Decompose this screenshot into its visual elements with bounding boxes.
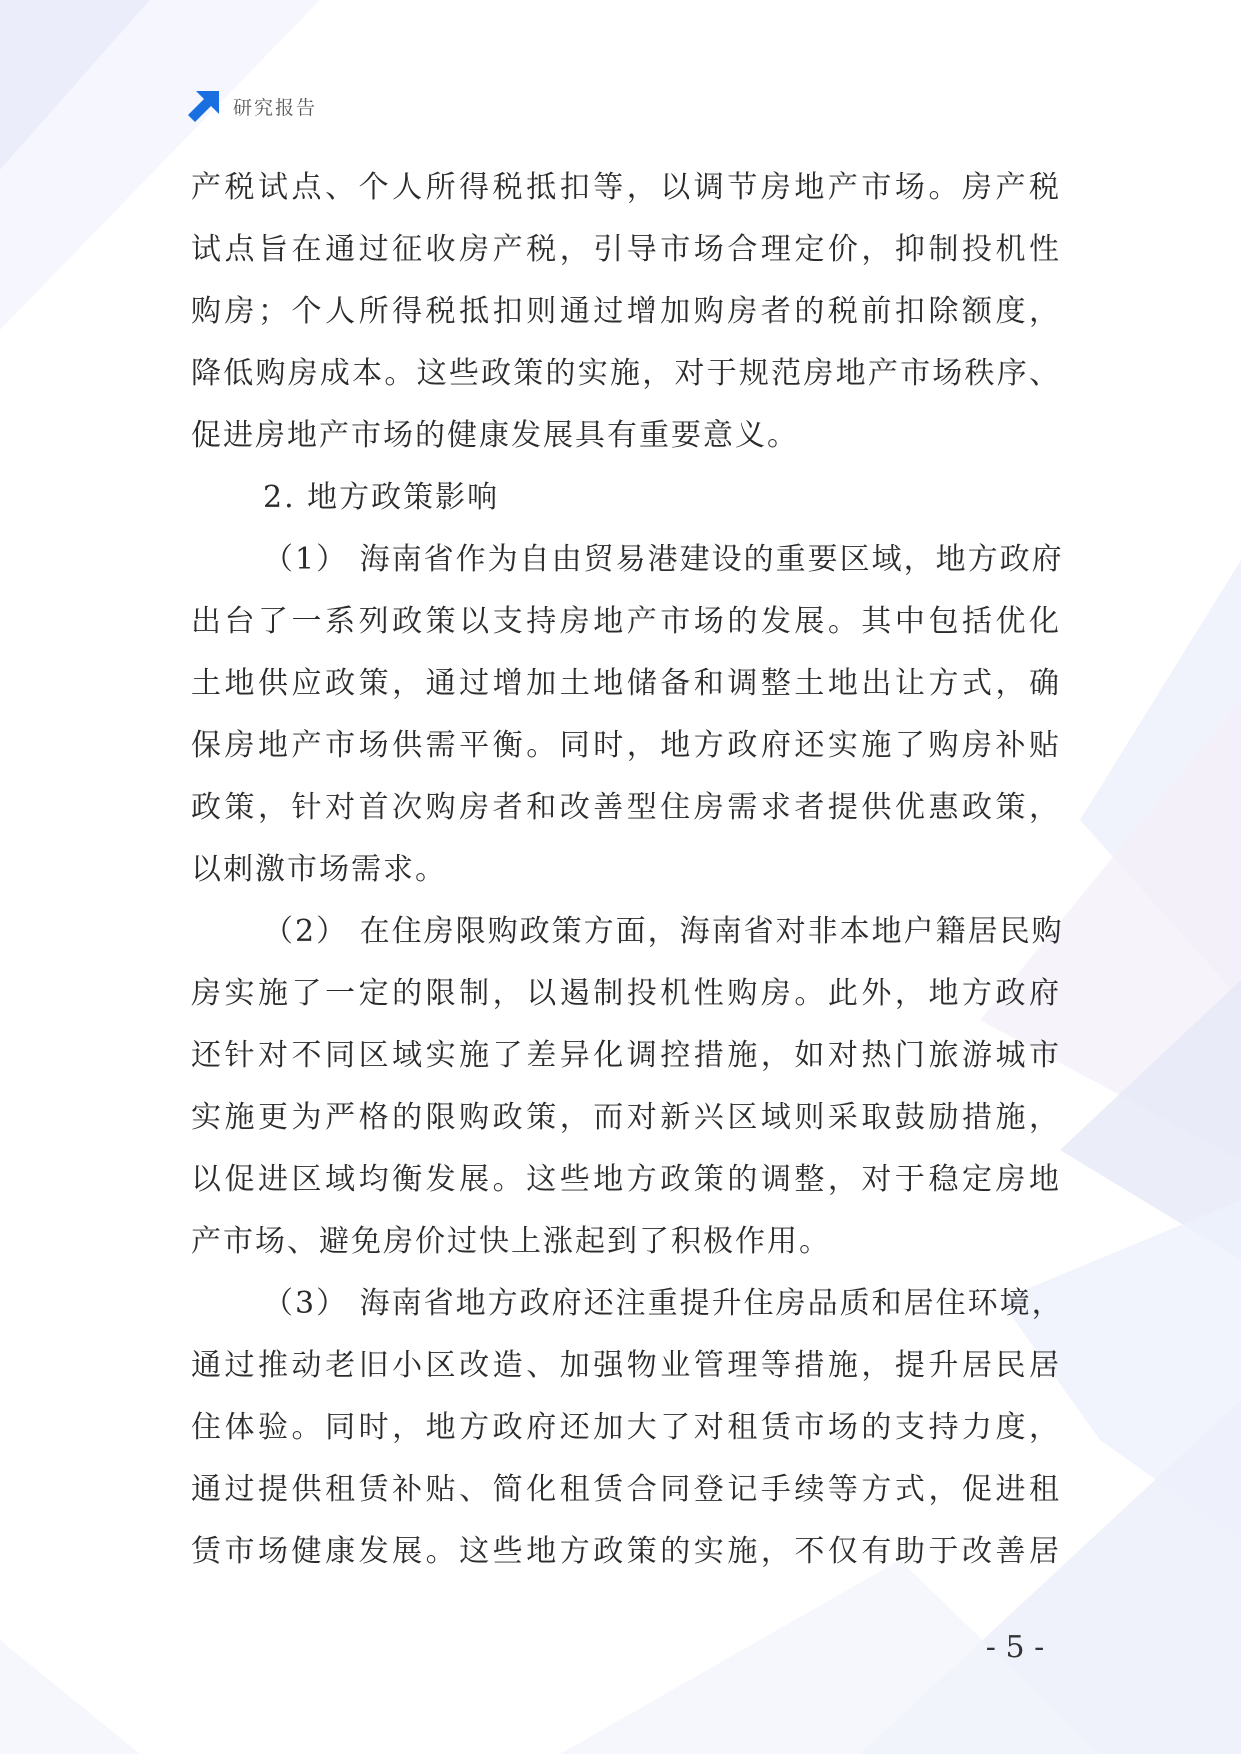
paragraph-line: 以刺激市场需求。 [191,852,447,887]
paragraph-line: （2） 在住房限购政策方面，海南省对非本地户籍居民购 [263,914,1064,949]
paragraph-line: 通过推动老旧小区改造、加强物业管理等措施，提升居民居 [191,1348,1061,1383]
paragraph-line: 降低购房成本。这些政策的实施，对于规范房地产市场秩序、 [191,356,1061,391]
section-heading: 2. 地方政策影响 [263,480,500,515]
paragraph-line: （1） 海南省作为自由贸易港建设的重要区域，地方政府 [263,542,1064,577]
paragraph-line: 房实施了一定的限制，以遏制投机性购房。此外，地方政府 [191,976,1061,1011]
paragraph-line: （3） 海南省地方政府还注重提升住房品质和居住环境， [263,1286,1064,1321]
paragraph-line: 通过提供租赁补贴、简化租赁合同登记手续等方式，促进租 [191,1472,1061,1507]
paragraph-line: 促进房地产市场的健康发展具有重要意义。 [191,418,799,453]
header-title: 研究报告 [233,96,318,119]
document-body [191,157,1064,1583]
paragraph-line: 还针对不同区域实施了差异化调控措施，如对热门旅游城市 [191,1038,1061,1073]
paragraph-line: 保房地产市场供需平衡。同时，地方政府还实施了购房补贴 [191,728,1061,763]
paragraph-line: 产市场、避免房价过快上涨起到了积极作用。 [191,1224,831,1259]
page-header [187,89,317,123]
paragraph-line: 以促进区域均衡发展。这些地方政策的调整，对于稳定房地 [191,1162,1061,1197]
paragraph-line: 土地供应政策，通过增加土地储备和调整土地出让方式，确 [191,666,1061,701]
paragraph-line: 赁市场健康发展。这些地方政策的实施，不仅有助于改善居 [191,1534,1061,1569]
paragraph-line: 试点旨在通过征收房产税，引导市场合理定价，抑制投机性 [191,232,1061,267]
arrow-logo-icon [187,89,221,123]
page-number: - 5 - [985,1630,1045,1665]
paragraph-line: 产税试点、个人所得税抵扣等，以调节房地产市场。房产税 [191,170,1061,205]
paragraph-line: 住体验。同时，地方政府还加大了对租赁市场的支持力度， [191,1410,1061,1445]
paragraph-line: 实施更为严格的限购政策，而对新兴区域则采取鼓励措施， [191,1100,1061,1135]
paragraph-line: 出台了一系列政策以支持房地产市场的发展。其中包括优化 [191,604,1061,639]
paragraph-line: 政策，针对首次购房者和改善型住房需求者提供优惠政策， [191,790,1061,825]
paragraph-line: 购房；个人所得税抵扣则通过增加购房者的税前扣除额度， [191,294,1061,329]
